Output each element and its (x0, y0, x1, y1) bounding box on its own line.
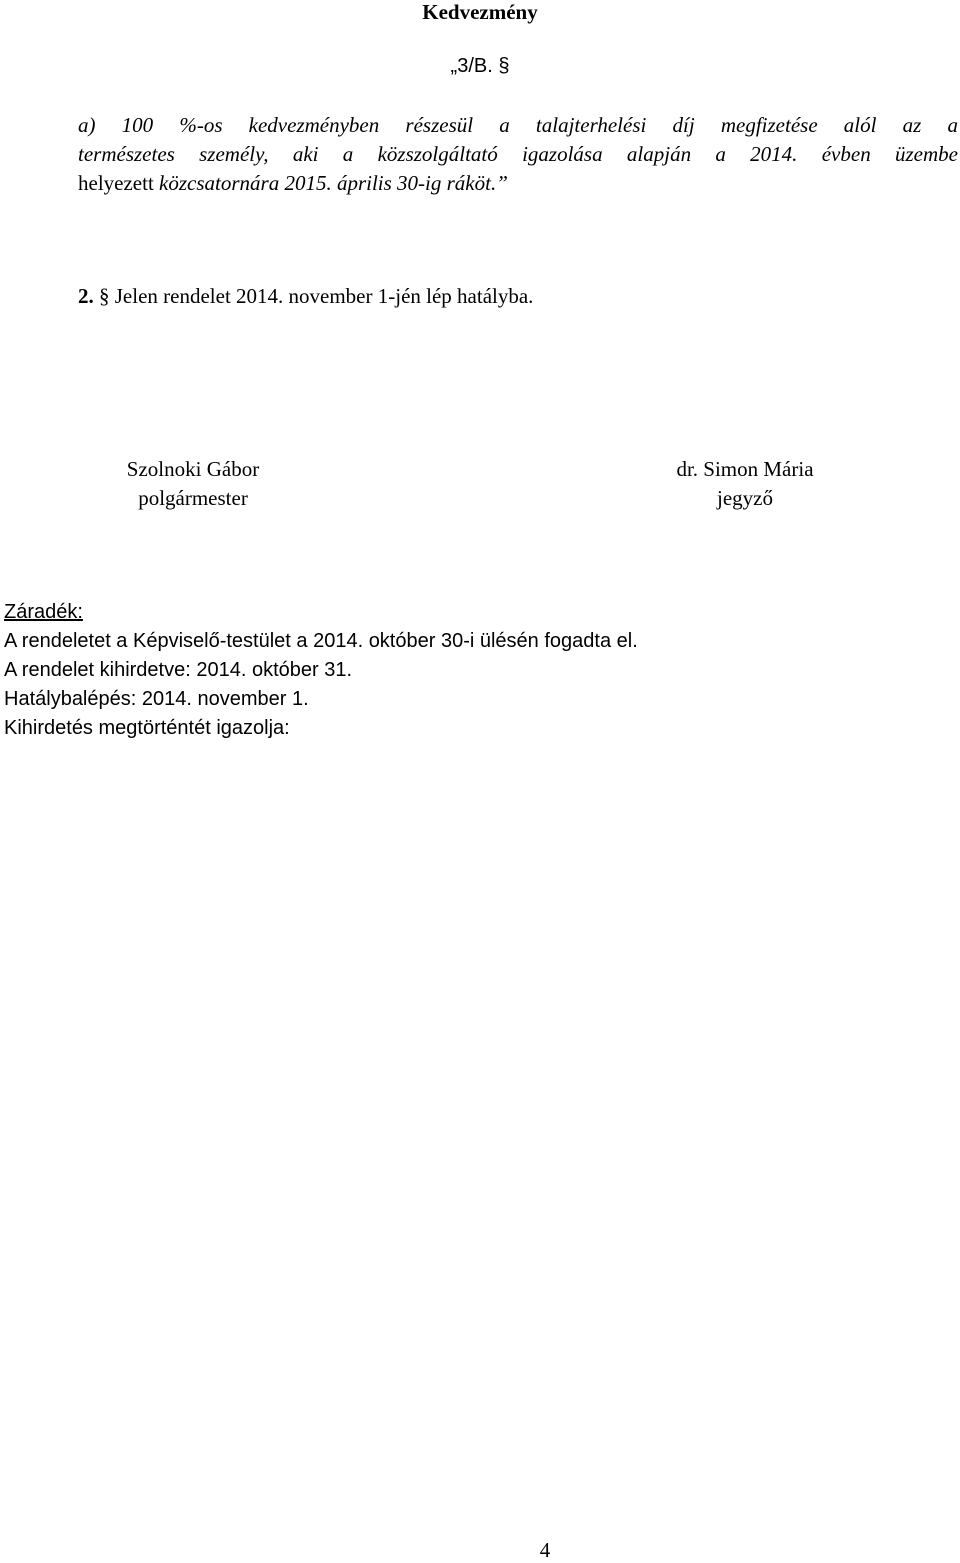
signature-notary (645, 455, 845, 513)
clause-heading: Záradék: (4, 601, 83, 623)
clause-block (4, 598, 638, 743)
signature-notary-role: jegyző (717, 486, 773, 510)
paragraph-a-line-3-plain: helyezett (78, 171, 160, 195)
document-title: Kedvezmény (422, 0, 538, 24)
signature-mayor (93, 455, 293, 513)
paragraph-a (78, 111, 958, 198)
section-2-text: Jelen rendelet 2014. november 1-jén lép hatályba. (114, 284, 534, 308)
clause-line-promulgated: A rendelet kihirdetve: 2014. október 31. (4, 659, 353, 681)
clause-line-adopted: A rendeletet a Képviselő-testület a 2014. október 30-i ülésén fogadta el. (4, 630, 638, 652)
paragraph-a-line-1: a) 100 %-os kedvezményben részesül a talajterhelési díj megfizetése alól az a (78, 113, 958, 137)
signature-mayor-name: Szolnoki Gábor (126, 457, 260, 481)
signature-mayor-role: polgármester (138, 486, 248, 510)
section-2 (78, 284, 533, 309)
clause-line-effective: Hatálybalépés: 2014. november 1. (4, 688, 309, 710)
paragraph-a-line-2: természetes személy, aki a közszolgáltató igazolása alapján a 2014. évben üzembe (78, 142, 958, 166)
paragraph-a-line-3 (78, 169, 958, 198)
clause-line-certified: Kihirdetés megtörténtét igazolja: (4, 717, 290, 739)
section-symbol-icon: § (99, 284, 110, 308)
section-2-number: 2. (78, 284, 94, 308)
signature-notary-name: dr. Simon Mária (676, 457, 814, 481)
page-number: 4 (539, 1538, 551, 1562)
paragraph-a-line-3-italic: közcsatornára 2015. április 30-ig ráköt.” (159, 171, 508, 195)
section-heading-3b: „3/B. § (450, 55, 510, 77)
